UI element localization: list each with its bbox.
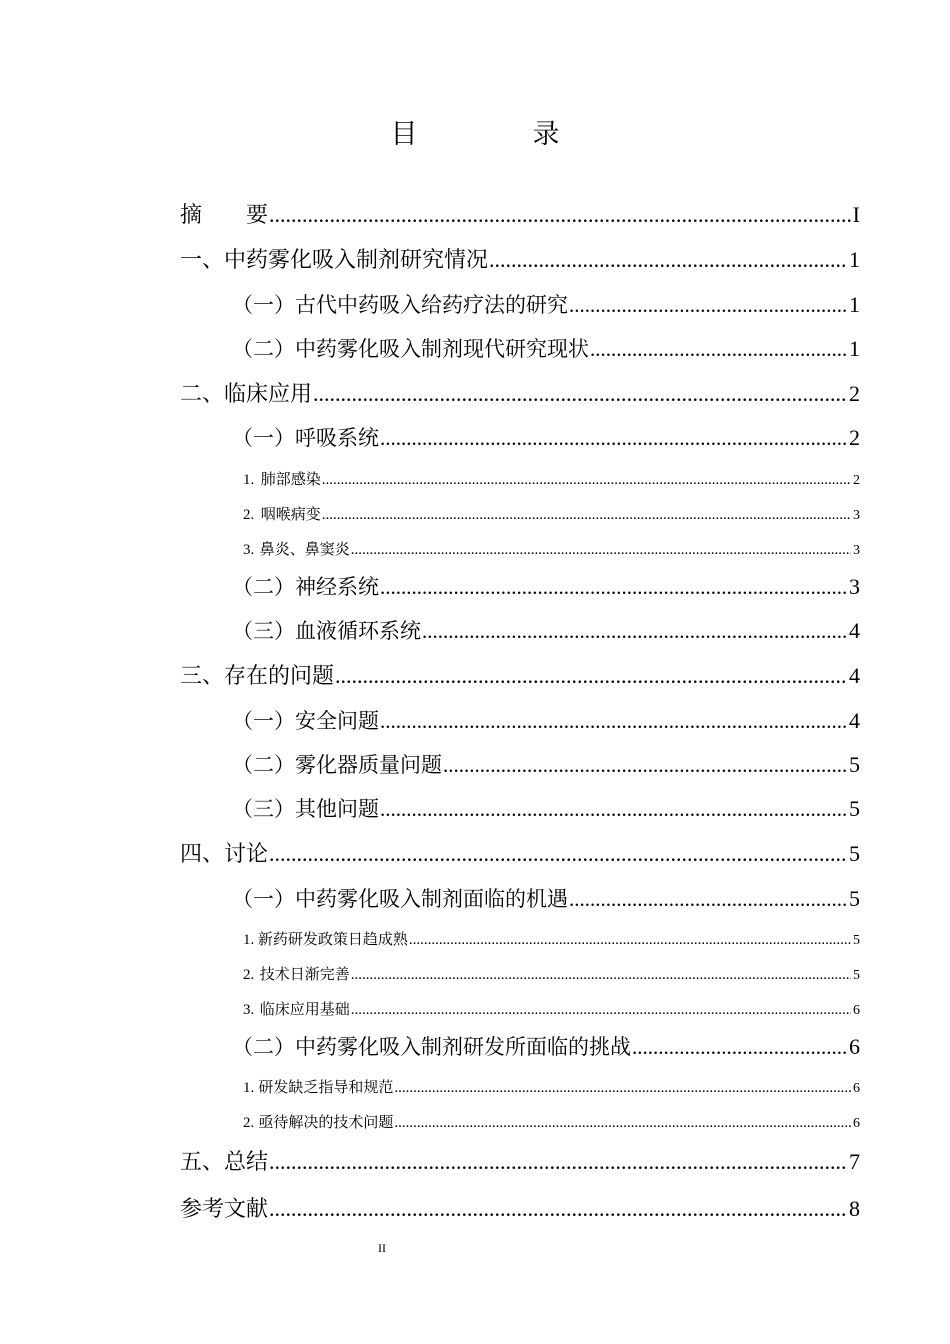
toc-entry-text: 临床应用基础 [259,1000,350,1018]
toc-entry-text: 其他问题 [295,797,379,821]
toc-entry-text: 研发缺乏指导和规范 [258,1078,394,1096]
dot-leader [269,1149,847,1175]
toc-entry-item-4-1-2[interactable] [243,963,860,985]
dot-leader [590,337,847,362]
toc-entry-number: （二） [232,337,295,361]
dot-leader [351,1002,851,1019]
toc-entry-text: 参考文献 [180,1197,269,1222]
toc-entry-text: 安全问题 [295,709,379,733]
dot-leader [380,797,847,822]
toc-entry-number: 一、 [180,248,225,273]
toc-entry-text: 总结 [224,1150,269,1175]
toc-entry-number: 3. [243,542,255,558]
toc-entry-number: （一） [232,293,295,317]
toc-entry-page: 5 [853,933,860,948]
toc-entry-number: 四、 [180,842,225,867]
dot-leader [269,202,851,228]
toc-entry-section-4-2[interactable] [232,1031,860,1061]
toc-entry-section-3-3[interactable] [232,793,860,823]
toc-entry-item-2-1-3[interactable] [243,538,860,560]
toc-entry-number: 1. [243,1080,255,1096]
toc-entry-page: 1 [849,336,860,361]
dot-leader [351,967,851,984]
toc-entry-page: 5 [849,752,860,777]
dot-leader [335,663,847,689]
toc-entry-text: 中药雾化吸入制剂现代研究现状 [295,337,589,361]
toc-entry-text: 技术日渐完善 [259,965,350,983]
toc-entry-page: 3 [853,543,860,558]
toc-entry-section-2-2[interactable] [232,571,860,601]
toc-entry-number: （一） [232,426,295,450]
toc-entry-number: 2. [243,967,255,983]
toc-entry-text: 中药雾化吸入制剂面临的机遇 [295,887,568,911]
toc-entry-text: 神经系统 [295,575,379,599]
toc-entry-section-2-1[interactable] [232,422,860,452]
toc-entry-number: 3. [243,1002,255,1018]
toc-entry-text: 肺部感染 [260,470,321,488]
toc-entry-page: 5 [849,796,860,821]
toc-entry-number: 1. [243,472,255,488]
toc-entry-text: 咽喉病变 [260,505,321,523]
toc-entry-number: （二） [232,1035,295,1059]
toc-entry-number: 2. [243,507,255,523]
toc-entry-section-3-1[interactable] [232,705,860,735]
toc-entry-text: 古代中药吸入给药疗法的研究 [295,293,568,317]
toc-entry-chapter-1[interactable] [180,243,860,273]
page-title: 目 录 [390,119,604,150]
toc-entry-item-4-1-1[interactable] [243,928,860,950]
toc-entry-page: 2 [849,381,860,406]
toc-entry-number: 五、 [180,1150,225,1175]
toc-entry-item-4-2-1[interactable] [243,1076,860,1098]
toc-entry-text: 雾化器质量问题 [295,753,442,777]
dot-leader [322,472,851,489]
toc-entry-number: （三） [232,619,295,643]
page-number: II [378,1241,386,1255]
toc-entry-page: 4 [849,618,860,643]
toc-entry-chapter-4[interactable] [180,837,860,867]
toc-entry-text: 临床应用 [224,382,313,407]
toc-entry-section-4-1[interactable] [232,883,860,913]
toc-entry-chapter-3[interactable] [180,659,860,689]
dot-leader [322,507,851,524]
toc-entry-page: 6 [853,1116,860,1131]
toc-entry-page: 4 [849,663,860,688]
toc-entry-number: 1. [243,932,255,948]
toc-entry-page: 5 [849,886,860,911]
toc-entry-page: 4 [849,708,860,733]
toc-entry-number: 2. [243,1115,255,1131]
toc-entry-page: 6 [853,1003,860,1018]
dot-leader [269,841,847,867]
dot-leader [422,619,847,644]
toc-entry-text: 亟待解决的技术问题 [258,1113,394,1131]
toc-entry-page: 3 [853,508,860,523]
toc-entry-text: 鼻炎、鼻窦炎 [259,540,350,558]
toc-entry-item-4-2-2[interactable] [243,1111,860,1133]
toc-entry-section-2-3[interactable] [232,615,860,645]
dot-leader [409,932,851,949]
toc-entry-page: 1 [849,292,860,317]
toc-entry-number: （一） [232,709,295,733]
toc-entry-text: 中药雾化吸入制剂研究情况 [224,248,489,273]
toc-entry-text: 存在的问题 [224,664,335,689]
toc-entry-page: 2 [849,425,860,450]
toc-entry-text: 讨论 [224,842,269,867]
toc-entry-abstract[interactable] [180,198,860,228]
toc-entry-number: 二、 [180,382,225,407]
dot-leader [569,887,847,912]
dot-leader [313,381,847,407]
toc-entry-page: 7 [849,1149,860,1174]
toc-entry-references[interactable] [180,1192,860,1222]
toc-entry-text: 呼吸系统 [295,426,379,450]
toc-entry-page: 2 [853,473,860,488]
dot-leader [489,247,847,273]
toc-entry-page: 5 [853,968,860,983]
toc-entry-page: 8 [849,1196,860,1221]
toc-entry-item-2-1-1[interactable] [243,468,860,490]
toc-entry-number: 三、 [180,664,225,689]
toc-entry-item-2-1-2[interactable] [243,503,860,525]
toc-entry-page: 1 [849,247,860,272]
toc-entry-number: （二） [232,575,295,599]
dot-leader [269,1196,847,1222]
dot-leader [380,426,847,451]
toc-entry-chapter-2[interactable] [180,377,860,407]
dot-leader [443,753,847,778]
toc-entry-page: 6 [849,1034,860,1059]
toc-entry-chapter-5[interactable] [180,1145,860,1175]
dot-leader [394,1080,851,1097]
toc-entry-item-4-1-3[interactable] [243,998,860,1020]
toc-entry-text: 摘 要 [180,203,269,228]
toc-entry-text: 中药雾化吸入制剂研发所面临的挑战 [295,1035,631,1059]
toc-entry-section-1-1[interactable] [232,289,860,319]
toc-entry-page: 6 [853,1081,860,1096]
toc-entry-page: I [852,202,860,227]
dot-leader [632,1035,847,1060]
dot-leader [351,542,851,559]
dot-leader [380,709,847,734]
toc-entry-number: （二） [232,753,295,777]
dot-leader [394,1115,851,1132]
dot-leader [380,575,847,600]
toc-entry-number: （一） [232,887,295,911]
toc-entry-section-1-2[interactable] [232,333,860,363]
toc-entry-page: 3 [849,574,860,599]
toc-entry-page: 5 [849,841,860,866]
dot-leader [569,293,847,318]
toc-entry-text: 新药研发政策日趋成熟 [257,930,408,948]
toc-entry-number: （三） [232,797,295,821]
toc-entry-section-3-2[interactable] [232,749,860,779]
toc-entry-text: 血液循环系统 [295,619,421,643]
